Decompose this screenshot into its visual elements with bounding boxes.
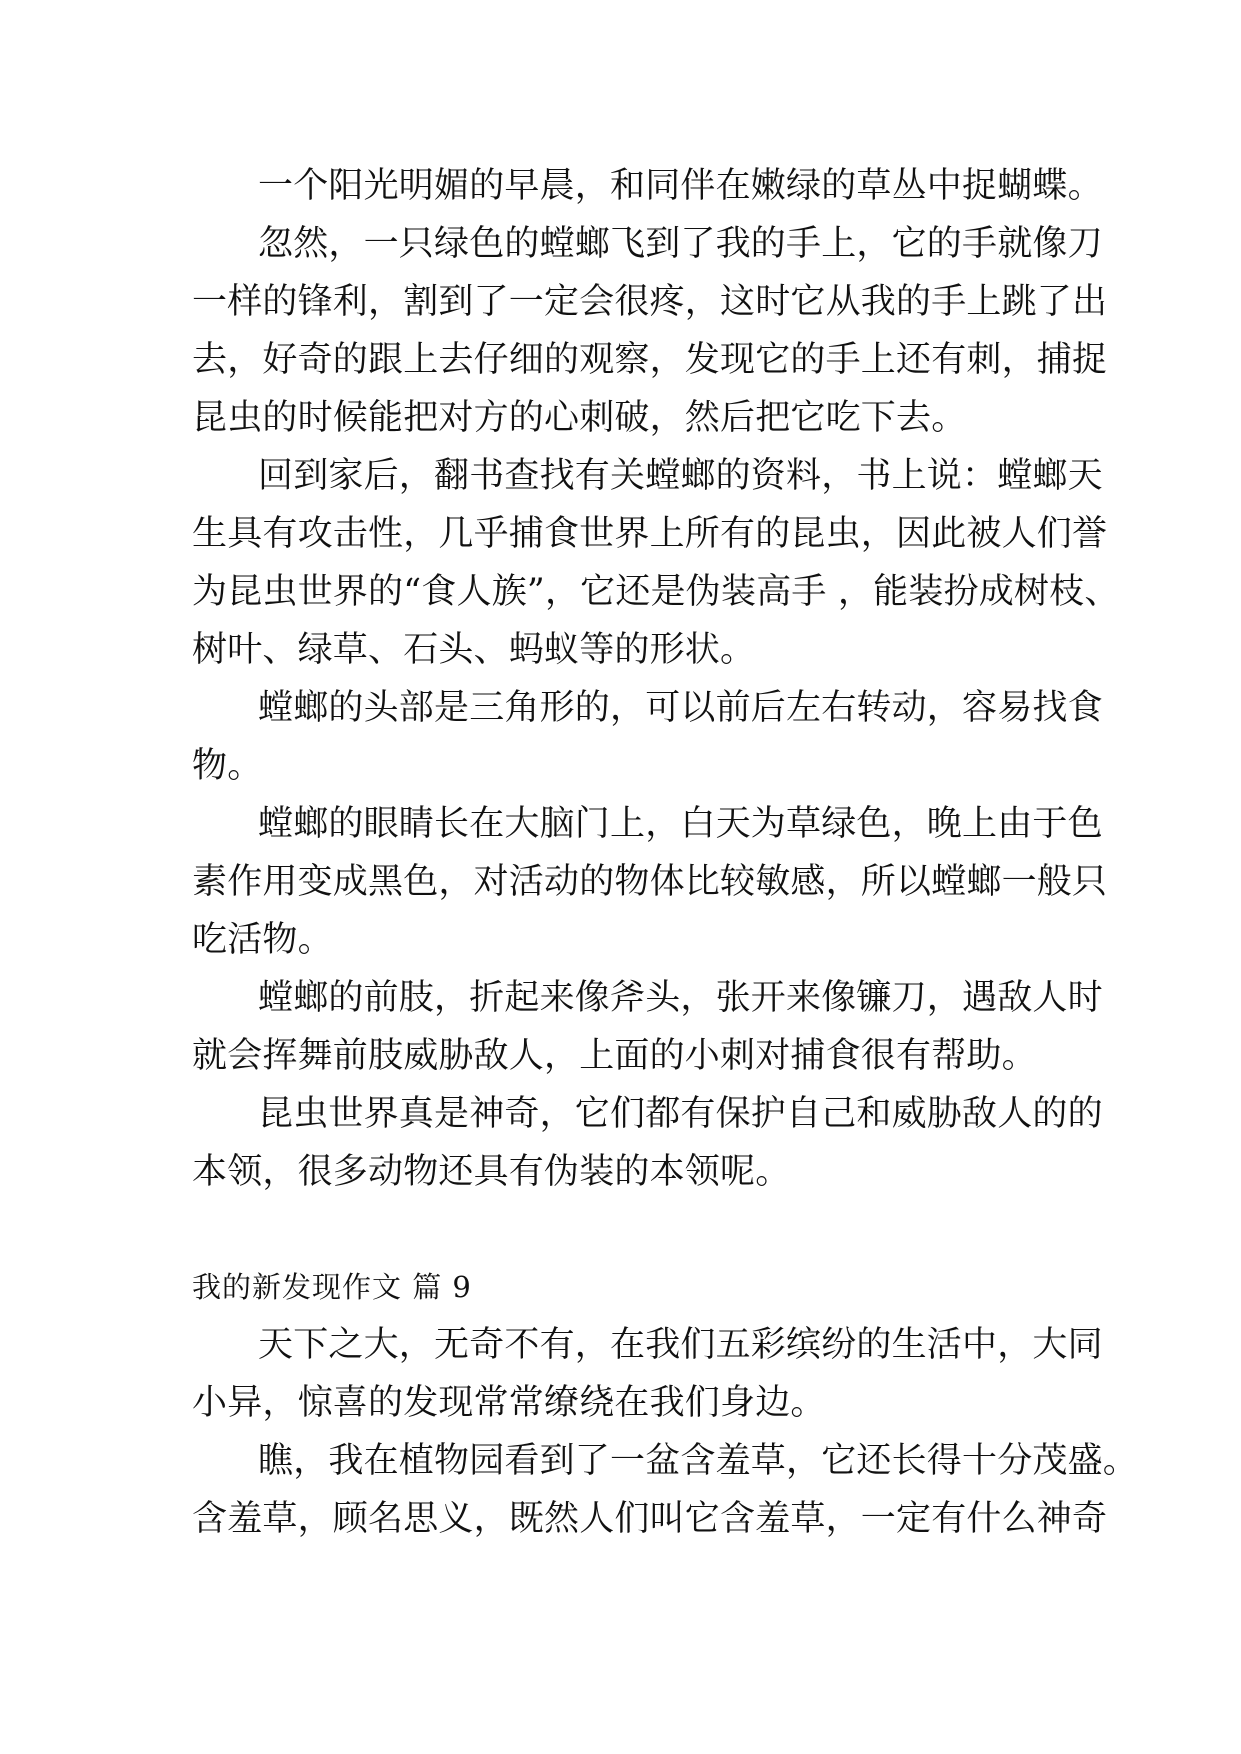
paragraph-line: 螳螂的头部是三角形的，可以前后左右转动，容易找食 (258, 688, 1103, 728)
paragraph-line: 树叶、绿草、石头、蚂蚁等的形状。 (192, 630, 756, 670)
paragraph-line: 物。 (192, 746, 263, 786)
paragraph-line: 为昆虫世界的“食人族”，它还是伪装高手 ，能装扮成树枝、 (192, 572, 1120, 612)
paragraph-line: 含羞草，顾名思义，既然人们叫它含羞草，一定有什么神奇 (192, 1499, 1108, 1539)
paragraph-line: 瞧，我在植物园看到了一盆含羞草，它还长得十分茂盛。 (258, 1441, 1139, 1481)
paragraph-line: 一样的锋利，割到了一定会很疼，这时它从我的手上跳了出 (192, 282, 1108, 322)
paragraph-line: 昆虫世界真是神奇，它们都有保护自己和威胁敌人的的 (258, 1094, 1103, 1134)
paragraph-line: 一个阳光明媚的早晨，和同伴在嫩绿的草丛中捉蝴蝶。 (258, 166, 1103, 206)
paragraph-line: 就会挥舞前肢威胁敌人，上面的小刺对捕食很有帮助。 (192, 1036, 1037, 1076)
paragraph-line: 本领，很多动物还具有伪装的本领呢。 (192, 1152, 791, 1192)
paragraph-line: 昆虫的时候能把对方的心刺破，然后把它吃下去。 (192, 398, 967, 438)
paragraph-line: 螳螂的前肢，折起来像斧头，张开来像镰刀，遇敌人时 (258, 978, 1103, 1018)
paragraph-line: 生具有攻击性，几乎捕食世界上所有的昆虫，因此被人们誉 (192, 514, 1108, 554)
paragraph-line: 天下之大，无奇不有，在我们五彩缤纷的生活中，大同 (258, 1325, 1103, 1365)
paragraph-line: 素作用变成黑色，对活动的物体比较敏感，所以螳螂一般只 (192, 862, 1108, 902)
paragraph-line: 吃活物。 (192, 920, 333, 960)
paragraph-line: 回到家后，翻书查找有关螳螂的资料，书上说：螳螂天 (258, 456, 1103, 496)
paragraph-line: 去，好奇的跟上去仔细的观察，发现它的手上还有刺，捕捉 (192, 340, 1108, 380)
paragraph-line: 忽然，一只绿色的螳螂飞到了我的手上，它的手就像刀 (258, 224, 1103, 264)
paragraph-line: 小异，惊喜的发现常常缭绕在我们身边。 (192, 1383, 826, 1423)
section-heading: 我的新发现作文 篇 9 (192, 1270, 472, 1304)
paragraph-line: 螳螂的眼睛长在大脑门上，白天为草绿色，晚上由于色 (258, 804, 1103, 844)
